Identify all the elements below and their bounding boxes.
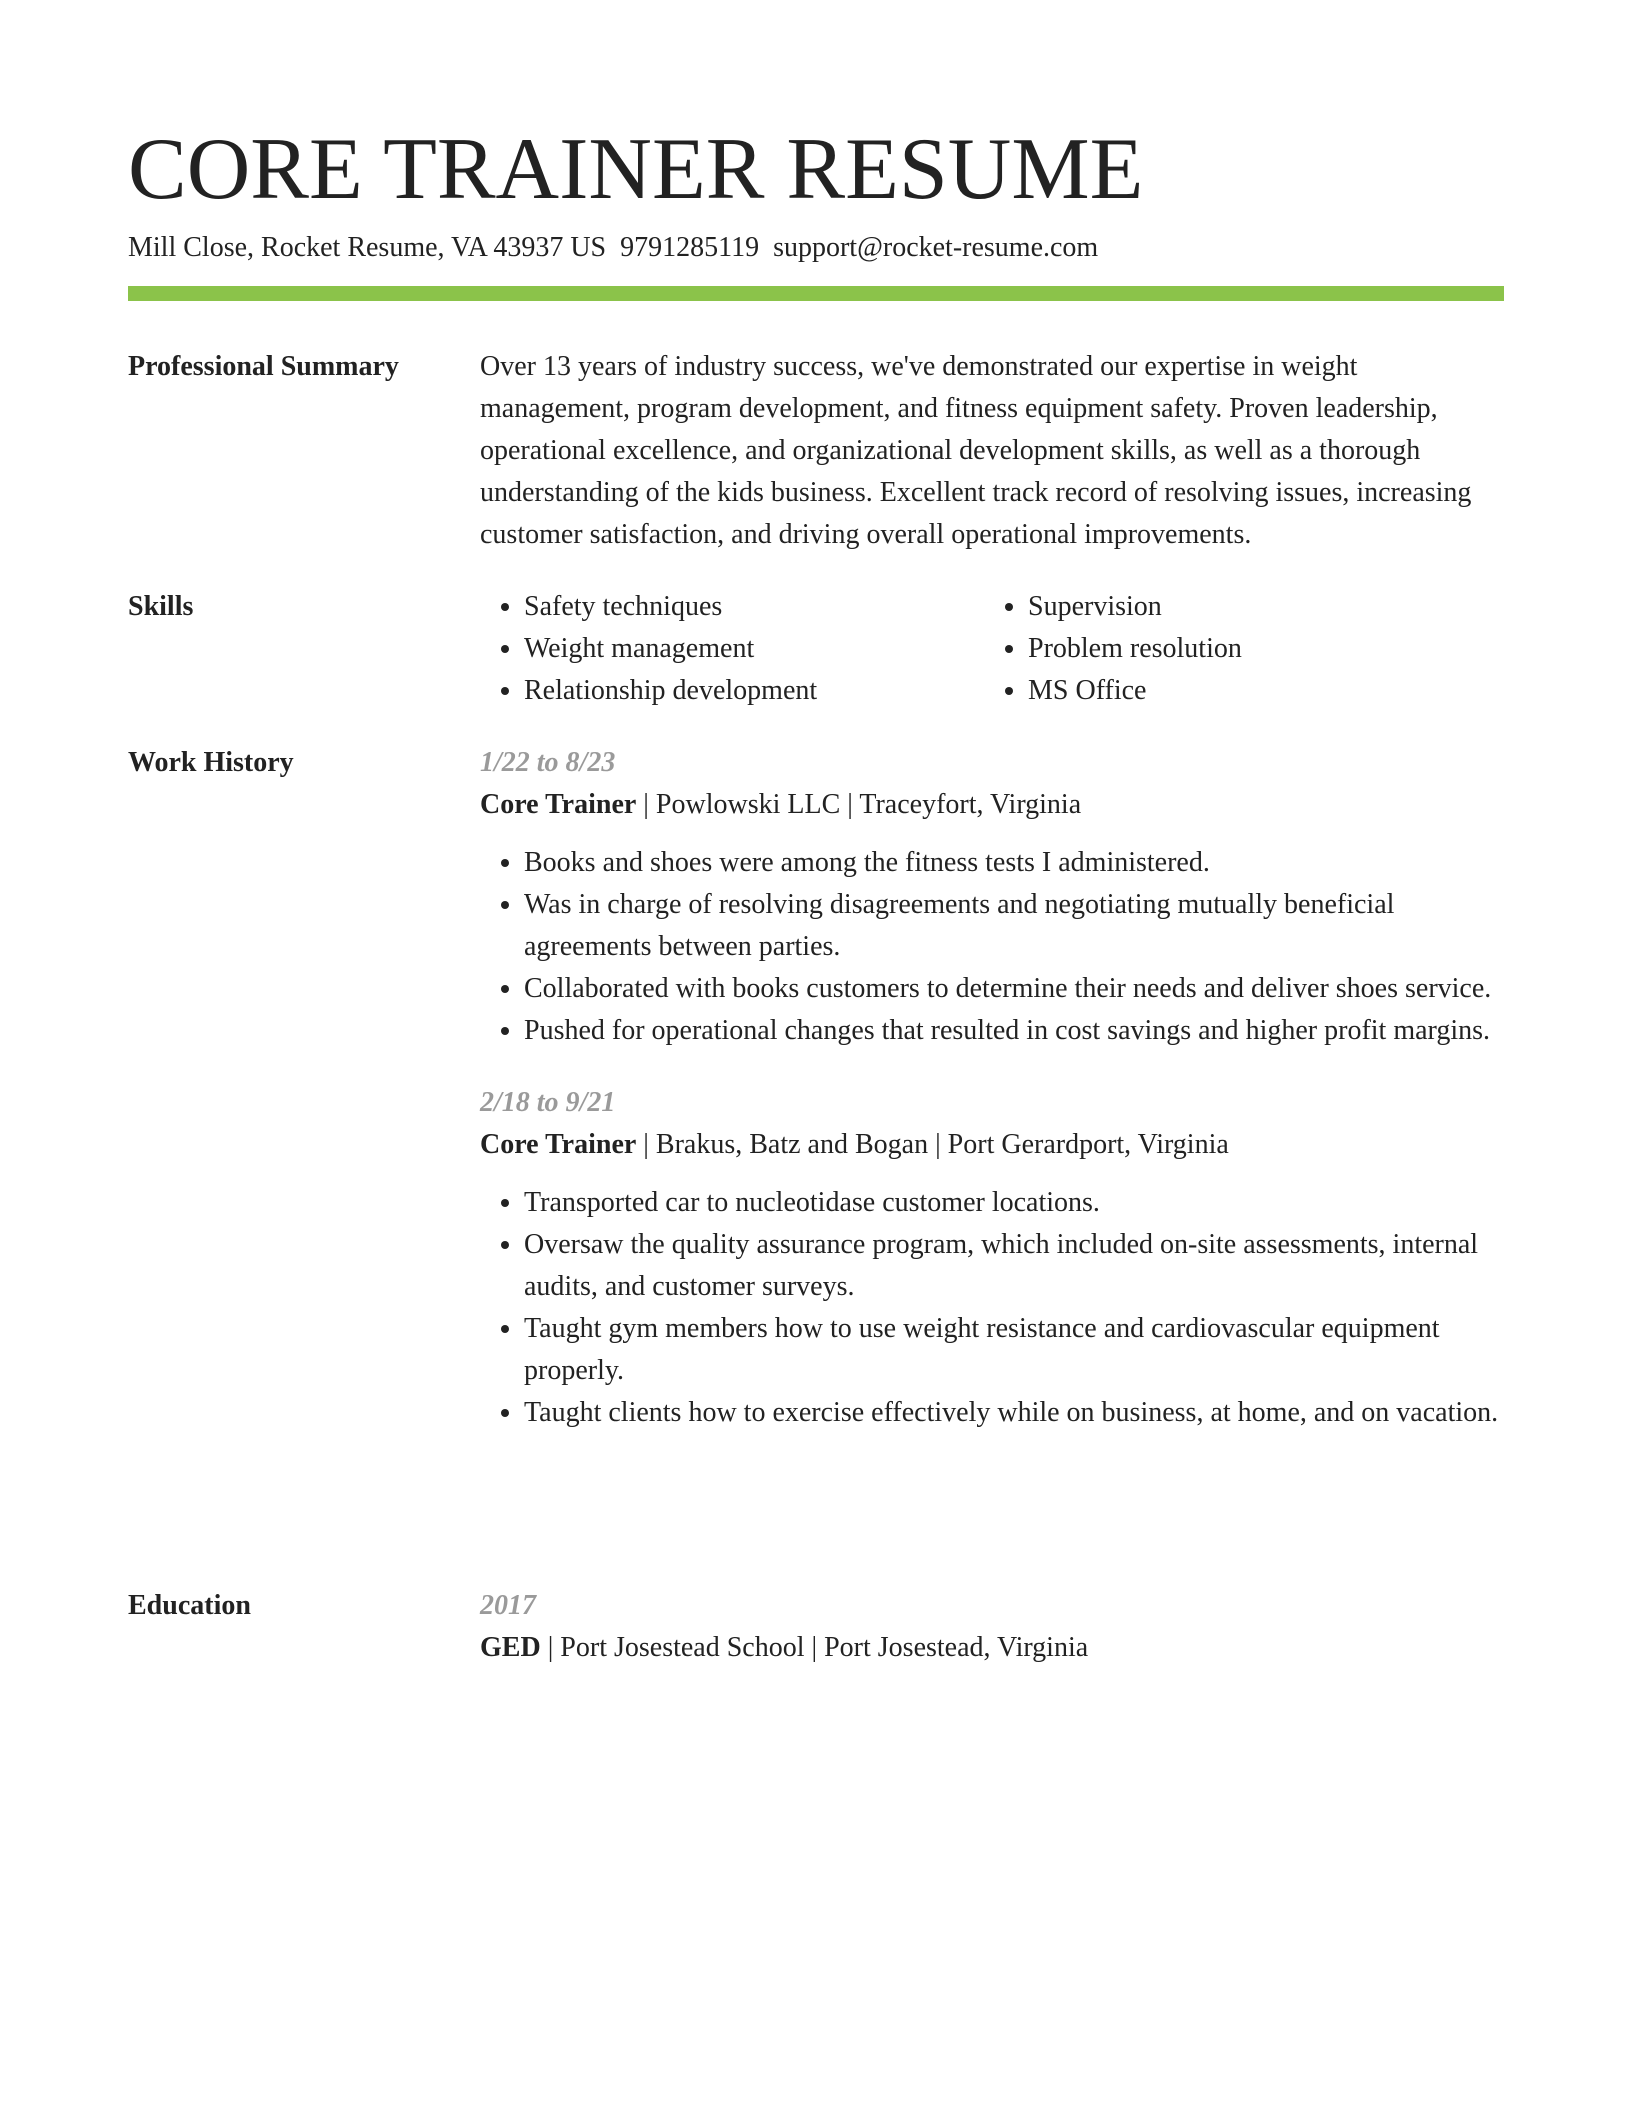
job-employer: | Brakus, Batz and Bogan | Port Gerardport, Virginia	[643, 1129, 1229, 1160]
work-history-heading: Work History	[128, 747, 294, 778]
job-duties	[480, 1182, 1504, 1434]
job-duty: • Transported car to nucleotidase customer locations.	[524, 1182, 1504, 1224]
summary-body	[480, 346, 1504, 556]
education-school: | Port Josestead School | Port Josestead, Virginia	[547, 1632, 1089, 1663]
contact-email[interactable]: support@rocket-resume.com	[773, 232, 1099, 263]
accent-divider	[128, 286, 1504, 301]
job-duty: • Taught clients how to exercise effectively while on business, at home, and on vacation.	[524, 1392, 1504, 1434]
job-duties	[480, 842, 1504, 1052]
education-body	[480, 1585, 1504, 1669]
education-degree: GED	[480, 1632, 541, 1663]
job-duty: • Collaborated with books customers to determine their needs and deliver shoes service.	[524, 968, 1504, 1010]
job-dates: 2/18 to 9/21	[480, 1087, 616, 1118]
job-duty: • Books and shoes were among the fitness tests I administered.	[524, 842, 1504, 884]
resume-title: CORE TRAINER RESUME	[128, 121, 1144, 218]
skills-list-right	[984, 586, 1488, 712]
skills-heading: Skills	[128, 591, 194, 622]
skill-item: • Weight management	[524, 628, 984, 670]
job-entry	[480, 742, 1504, 1052]
skill-item: • Safety techniques	[524, 586, 984, 628]
contact-line	[128, 230, 1098, 266]
job-role-line	[480, 784, 1504, 826]
job-title: Core Trainer	[480, 789, 637, 820]
job-employer: | Powlowski LLC | Traceyfort, Virginia	[643, 789, 1082, 820]
education-line	[480, 1627, 1504, 1669]
skills-list-left	[480, 586, 984, 712]
skills-body	[480, 586, 1504, 712]
job-title: Core Trainer	[480, 1129, 637, 1160]
summary-heading: Professional Summary	[128, 351, 399, 382]
job-entry	[480, 1082, 1504, 1434]
job-duty: • Oversaw the quality assurance program, which included on-site assessments, internal audits, and customer surveys.	[524, 1224, 1504, 1308]
skill-item: • MS Office	[1028, 670, 1488, 712]
job-role-line	[480, 1124, 1504, 1166]
work-history-body	[480, 742, 1504, 1434]
job-duty: • Taught gym members how to use weight resistance and cardiovascular equipment properly.	[524, 1308, 1504, 1392]
job-duty: • Pushed for operational changes that resulted in cost savings and higher profit margins.	[524, 1010, 1504, 1052]
education-heading: Education	[128, 1590, 251, 1621]
skill-item: • Supervision	[1028, 586, 1488, 628]
contact-address: Mill Close, Rocket Resume, VA 43937 US	[128, 232, 607, 263]
education-year: 2017	[480, 1590, 536, 1621]
skill-item: • Problem resolution	[1028, 628, 1488, 670]
skills-columns	[480, 586, 1504, 712]
summary-text: Over 13 years of industry success, we've demonstrated our expertise in weight management, program development, and fitness equipment safety. Proven leadership, operational excellence, and organizational development skills, as well as a thorough understanding of the kids business. Excellent track record of resolving issues, increasing customer satisfaction, and driving overall operational improvements.	[480, 351, 1472, 550]
contact-phone: 9791285119	[620, 232, 760, 263]
job-dates: 1/22 to 8/23	[480, 747, 616, 778]
skill-item: • Relationship development	[524, 670, 984, 712]
job-duty: • Was in charge of resolving disagreements and negotiating mutually beneficial agreements between parties.	[524, 884, 1504, 968]
